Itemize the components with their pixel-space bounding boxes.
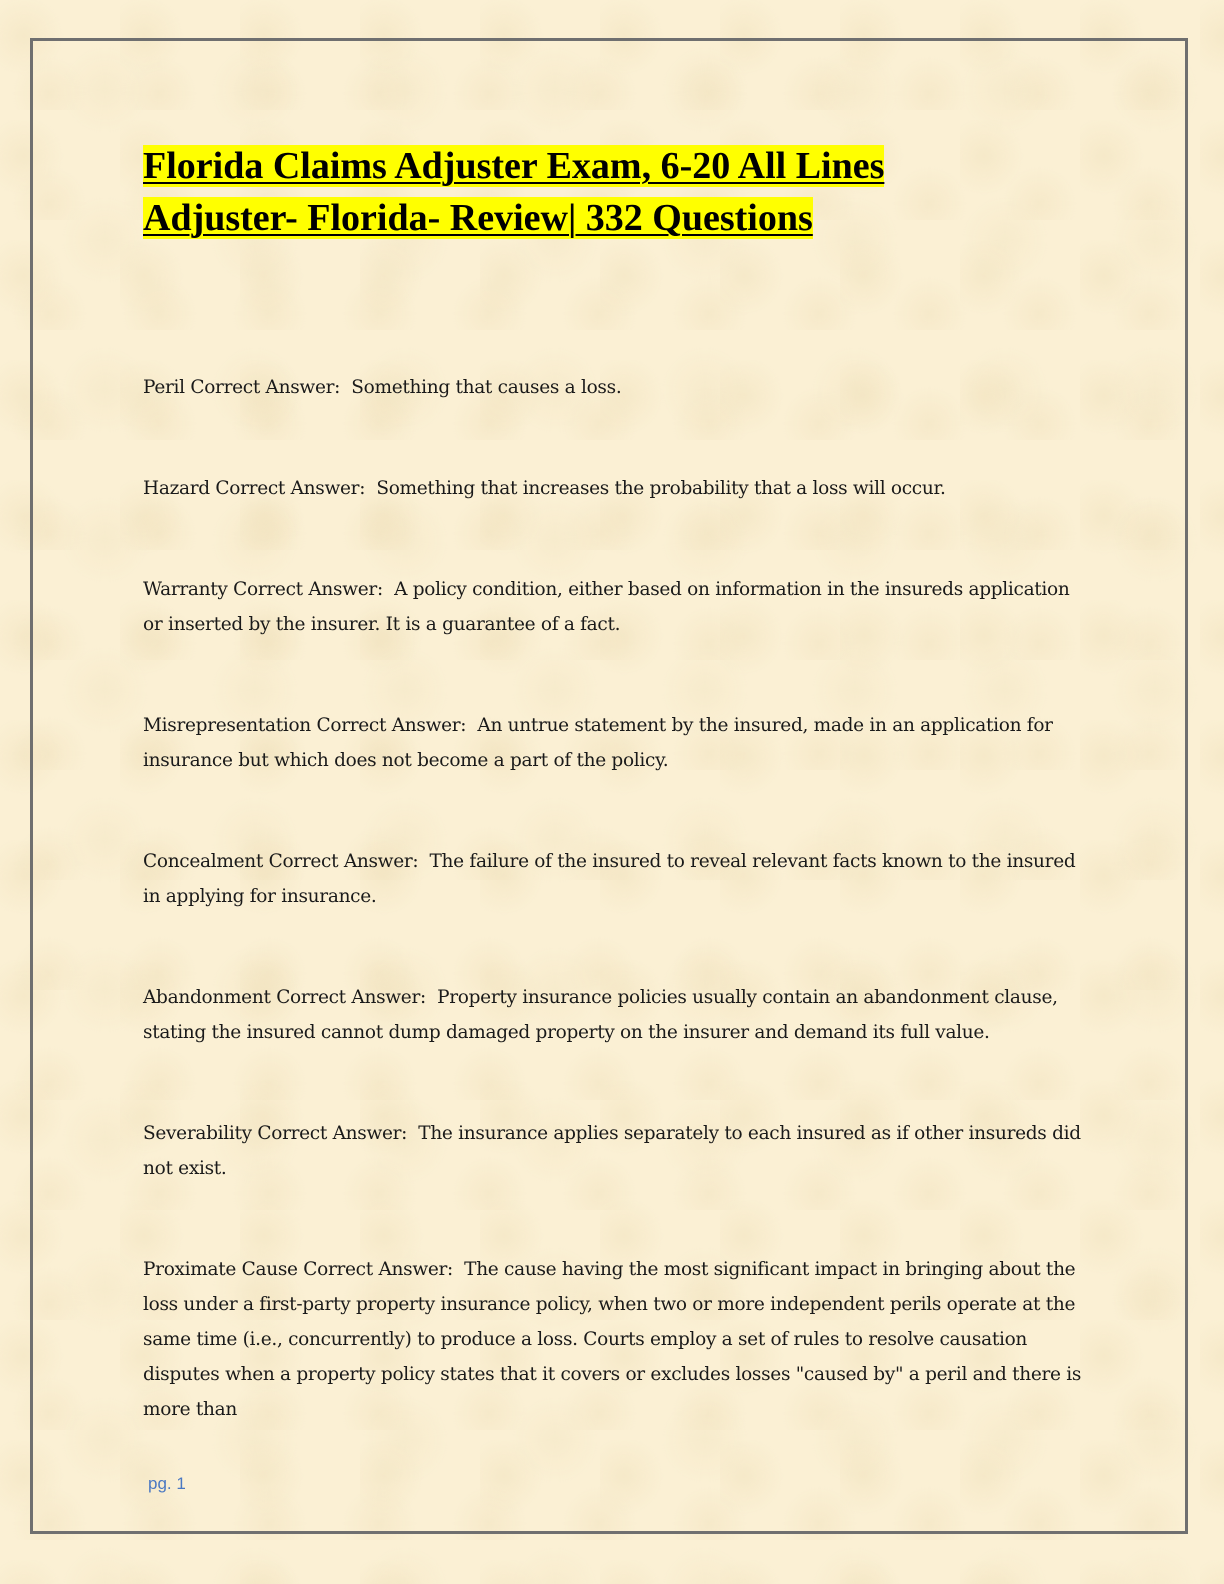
qa-answer: Something that causes a loss. — [351, 377, 622, 398]
qa-answer: A policy condition, either based on information in the insureds application or inserted by the insurer. It is a guarantee of a fact. — [143, 579, 1070, 635]
qa-answer-label: Correct Answer: — [303, 1259, 453, 1280]
qa-answer: The insurance applies separately to each insured as if other insureds did not exist. — [143, 1123, 1081, 1179]
qa-entry-misrepresentation — [143, 708, 1088, 778]
title-line-1: Florida Claims Adjuster Exam, 6-20 All Lines — [143, 145, 885, 187]
qa-answer-label: Correct Answer: — [190, 377, 341, 398]
qa-answer: The failure of the insured to reveal relevant facts known to the insured in applying for insurance. — [143, 851, 1076, 907]
qa-term: Severability — [143, 1123, 252, 1144]
qa-term: Abandonment — [143, 987, 271, 1008]
qa-entry-peril — [143, 370, 1088, 405]
qa-answer: An untrue statement by the insured, made in an application for insurance but which does not become a part of the policy. — [143, 715, 1053, 771]
title-line-2: Adjuster- Florida- Review| 332 Questions — [143, 197, 813, 239]
page-number: pg. 1 — [148, 1474, 186, 1493]
qa-term: Peril — [143, 377, 185, 398]
qa-answer: Property insurance policies usually contain an abandonment clause, stating the insured cannot dump damaged property on the insurer and demand its full value. — [143, 987, 1058, 1043]
qa-term: Hazard — [143, 478, 210, 499]
qa-answer-label: Correct Answer: — [316, 715, 467, 736]
qa-entry-hazard — [143, 471, 1088, 506]
qa-term: Proximate Cause — [143, 1259, 298, 1280]
qa-answer-label: Correct Answer: — [276, 987, 426, 1008]
qa-term: Misrepresentation — [143, 715, 311, 736]
qa-entry-warranty — [143, 572, 1088, 642]
qa-entry-concealment — [143, 844, 1088, 914]
qa-entry-severability — [143, 1116, 1088, 1186]
qa-answer-label: Correct Answer: — [215, 478, 366, 499]
qa-term: Concealment — [143, 851, 264, 872]
qa-entry-proximate-cause — [143, 1252, 1088, 1427]
qa-entry-abandonment — [143, 980, 1088, 1050]
qa-answer-label: Correct Answer: — [268, 851, 419, 872]
qa-answer: Something that increases the probability that a loss will occur. — [376, 478, 946, 499]
qa-answer: The cause having the most significant impact in bringing about the loss under a first-party property insurance policy, when two or more independent perils operate at the same time (i.e., concurrently) to produce a loss. Courts employ a set of rules to resolve causation disputes when a property policy states that it covers or excludes losses "caused by" a peril and there is more than — [143, 1259, 1082, 1420]
document-title — [143, 140, 1043, 244]
qa-answer-label: Correct Answer: — [257, 1123, 408, 1144]
qa-answer-label: Correct Answer: — [233, 579, 383, 600]
qa-term: Warranty — [143, 579, 228, 600]
